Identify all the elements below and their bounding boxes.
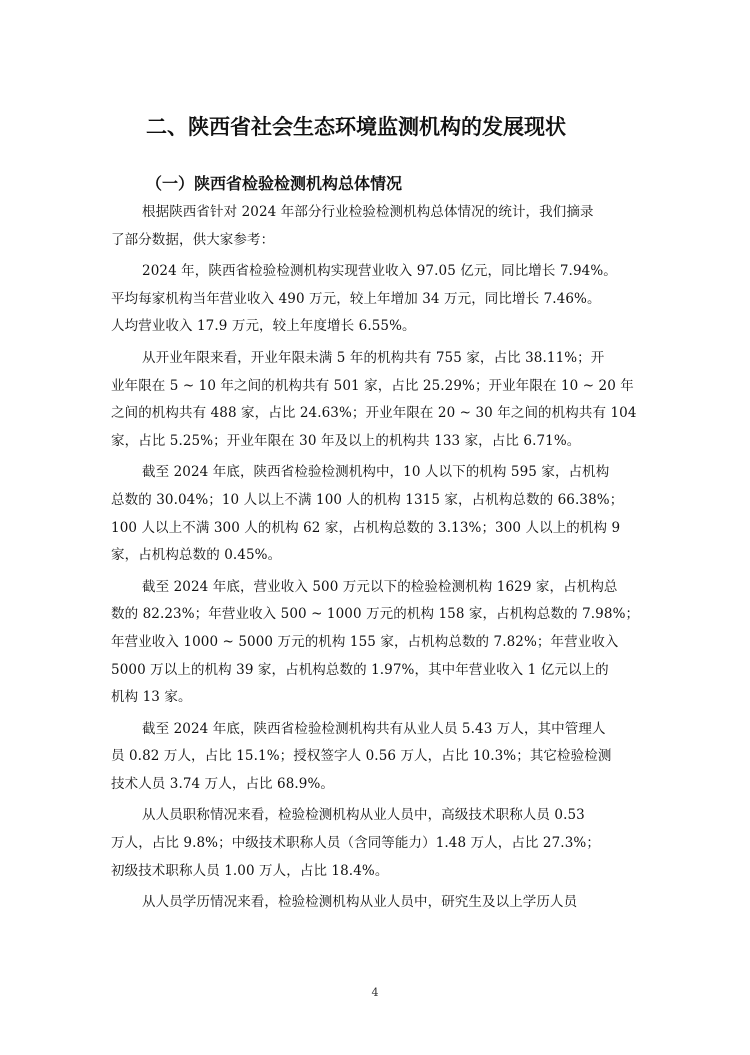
- paragraph: [111, 199, 645, 254]
- subsection-title: （一）陕西省检验检测机构总体情况: [146, 174, 403, 193]
- text-line: 5000 万以上的机构 39 家，占机构总数的 1.97%，其中年营业收入 1 亿元以上的: [111, 661, 609, 678]
- text-line: 总数的 30.04%；10 人以上不满 100 人的机构 1315 家，占机构总数的 66.38%；: [111, 491, 624, 508]
- text-line: 根据陕西省针对 2024 年部分行业检验检测机构总体情况的统计，我们摘录: [142, 204, 594, 220]
- text-line: 初级技术职称人员 1.00 万人，占比 18.4%。: [111, 862, 389, 879]
- paragraph: [111, 459, 645, 569]
- body-text: [111, 199, 645, 921]
- text-line: 之间的机构共有 488 家，占比 24.63%；开业年限在 20 ~ 30 年之间的机构共有 104: [111, 405, 637, 422]
- text-line: 2024 年，陕西省检验检测机构实现营业收入 97.05 亿元，同比增长 7.94%。: [142, 263, 617, 280]
- text-line: 截至 2024 年底，陕西省检验检测机构中，10 人以下的机构 595 家，占机构: [142, 464, 610, 481]
- text-line: 年营业收入 1000 ~ 5000 万元的机构 155 家，占机构总数的 7.82%；年营业收入: [111, 633, 619, 650]
- text-line: 技术人员 3.74 万人，占比 68.9%。: [111, 775, 335, 792]
- text-line: 家，占机构总数的 0.45%。: [111, 547, 282, 564]
- text-line: 人均营业收入 17.9 万元，较上年度增长 6.55%。: [111, 318, 416, 335]
- paragraph: [111, 345, 645, 455]
- page-number: 4: [371, 986, 379, 999]
- text-line: 机构 13 家。: [111, 689, 192, 706]
- text-line: 100 人以上不满 300 人的机构 62 家，占机构总数的 3.13%；300 人以上的机构 9: [111, 519, 621, 536]
- paragraph: [111, 258, 645, 341]
- text-line: 业年限在 5 ~ 10 年之间的机构共有 501 家，占比 25.29%；开业年限在 10 ~ 20 年: [111, 377, 634, 394]
- section-title: 二、陕西省社会生态环境监测机构的发展现状: [146, 115, 566, 139]
- text-line: 从开业年限来看，开业年限未满 5 年的机构共有 755 家，占比 38.11%；开: [142, 349, 605, 366]
- text-line: 截至 2024 年底，陕西省检验检测机构共有从业人员 5.43 万人，其中管理人: [142, 720, 606, 737]
- paragraph: [111, 889, 645, 917]
- paragraph: [111, 716, 645, 799]
- text-line: 家，占比 5.25%；开业年限在 30 年及以上的机构共 133 家，占比 6.71%。: [111, 432, 581, 449]
- text-line: 万人，占比 9.8%；中级技术职称人员（含同等能力）1.48 万人，占比 27.3%；: [111, 835, 600, 852]
- paragraph: [111, 802, 645, 885]
- text-line: 截至 2024 年底，营业收入 500 万元以下的检验检测机构 1629 家，占机构总: [142, 578, 618, 595]
- text-line: 数的 82.23%；年营业收入 500 ~ 1000 万元的机构 158 家，占机构总数的 7.98%；: [111, 606, 640, 623]
- text-line: 平均每家机构当年营业收入 490 万元，较上年增加 34 万元，同比增长 7.46%。: [111, 290, 601, 307]
- text-line: 员 0.82 万人，占比 15.1%；授权签字人 0.56 万人，占比 10.3%；其它检验检测: [111, 748, 612, 765]
- paragraph: [111, 574, 645, 712]
- text-line: 从人员学历情况来看，检验检测机构从业人员中，研究生及以上学历人员: [142, 894, 578, 911]
- text-line: 从人员职称情况来看，检验检测机构从业人员中，高级技术职称人员 0.53: [142, 807, 585, 824]
- text-line: 了部分数据，供大家参考：: [111, 231, 275, 248]
